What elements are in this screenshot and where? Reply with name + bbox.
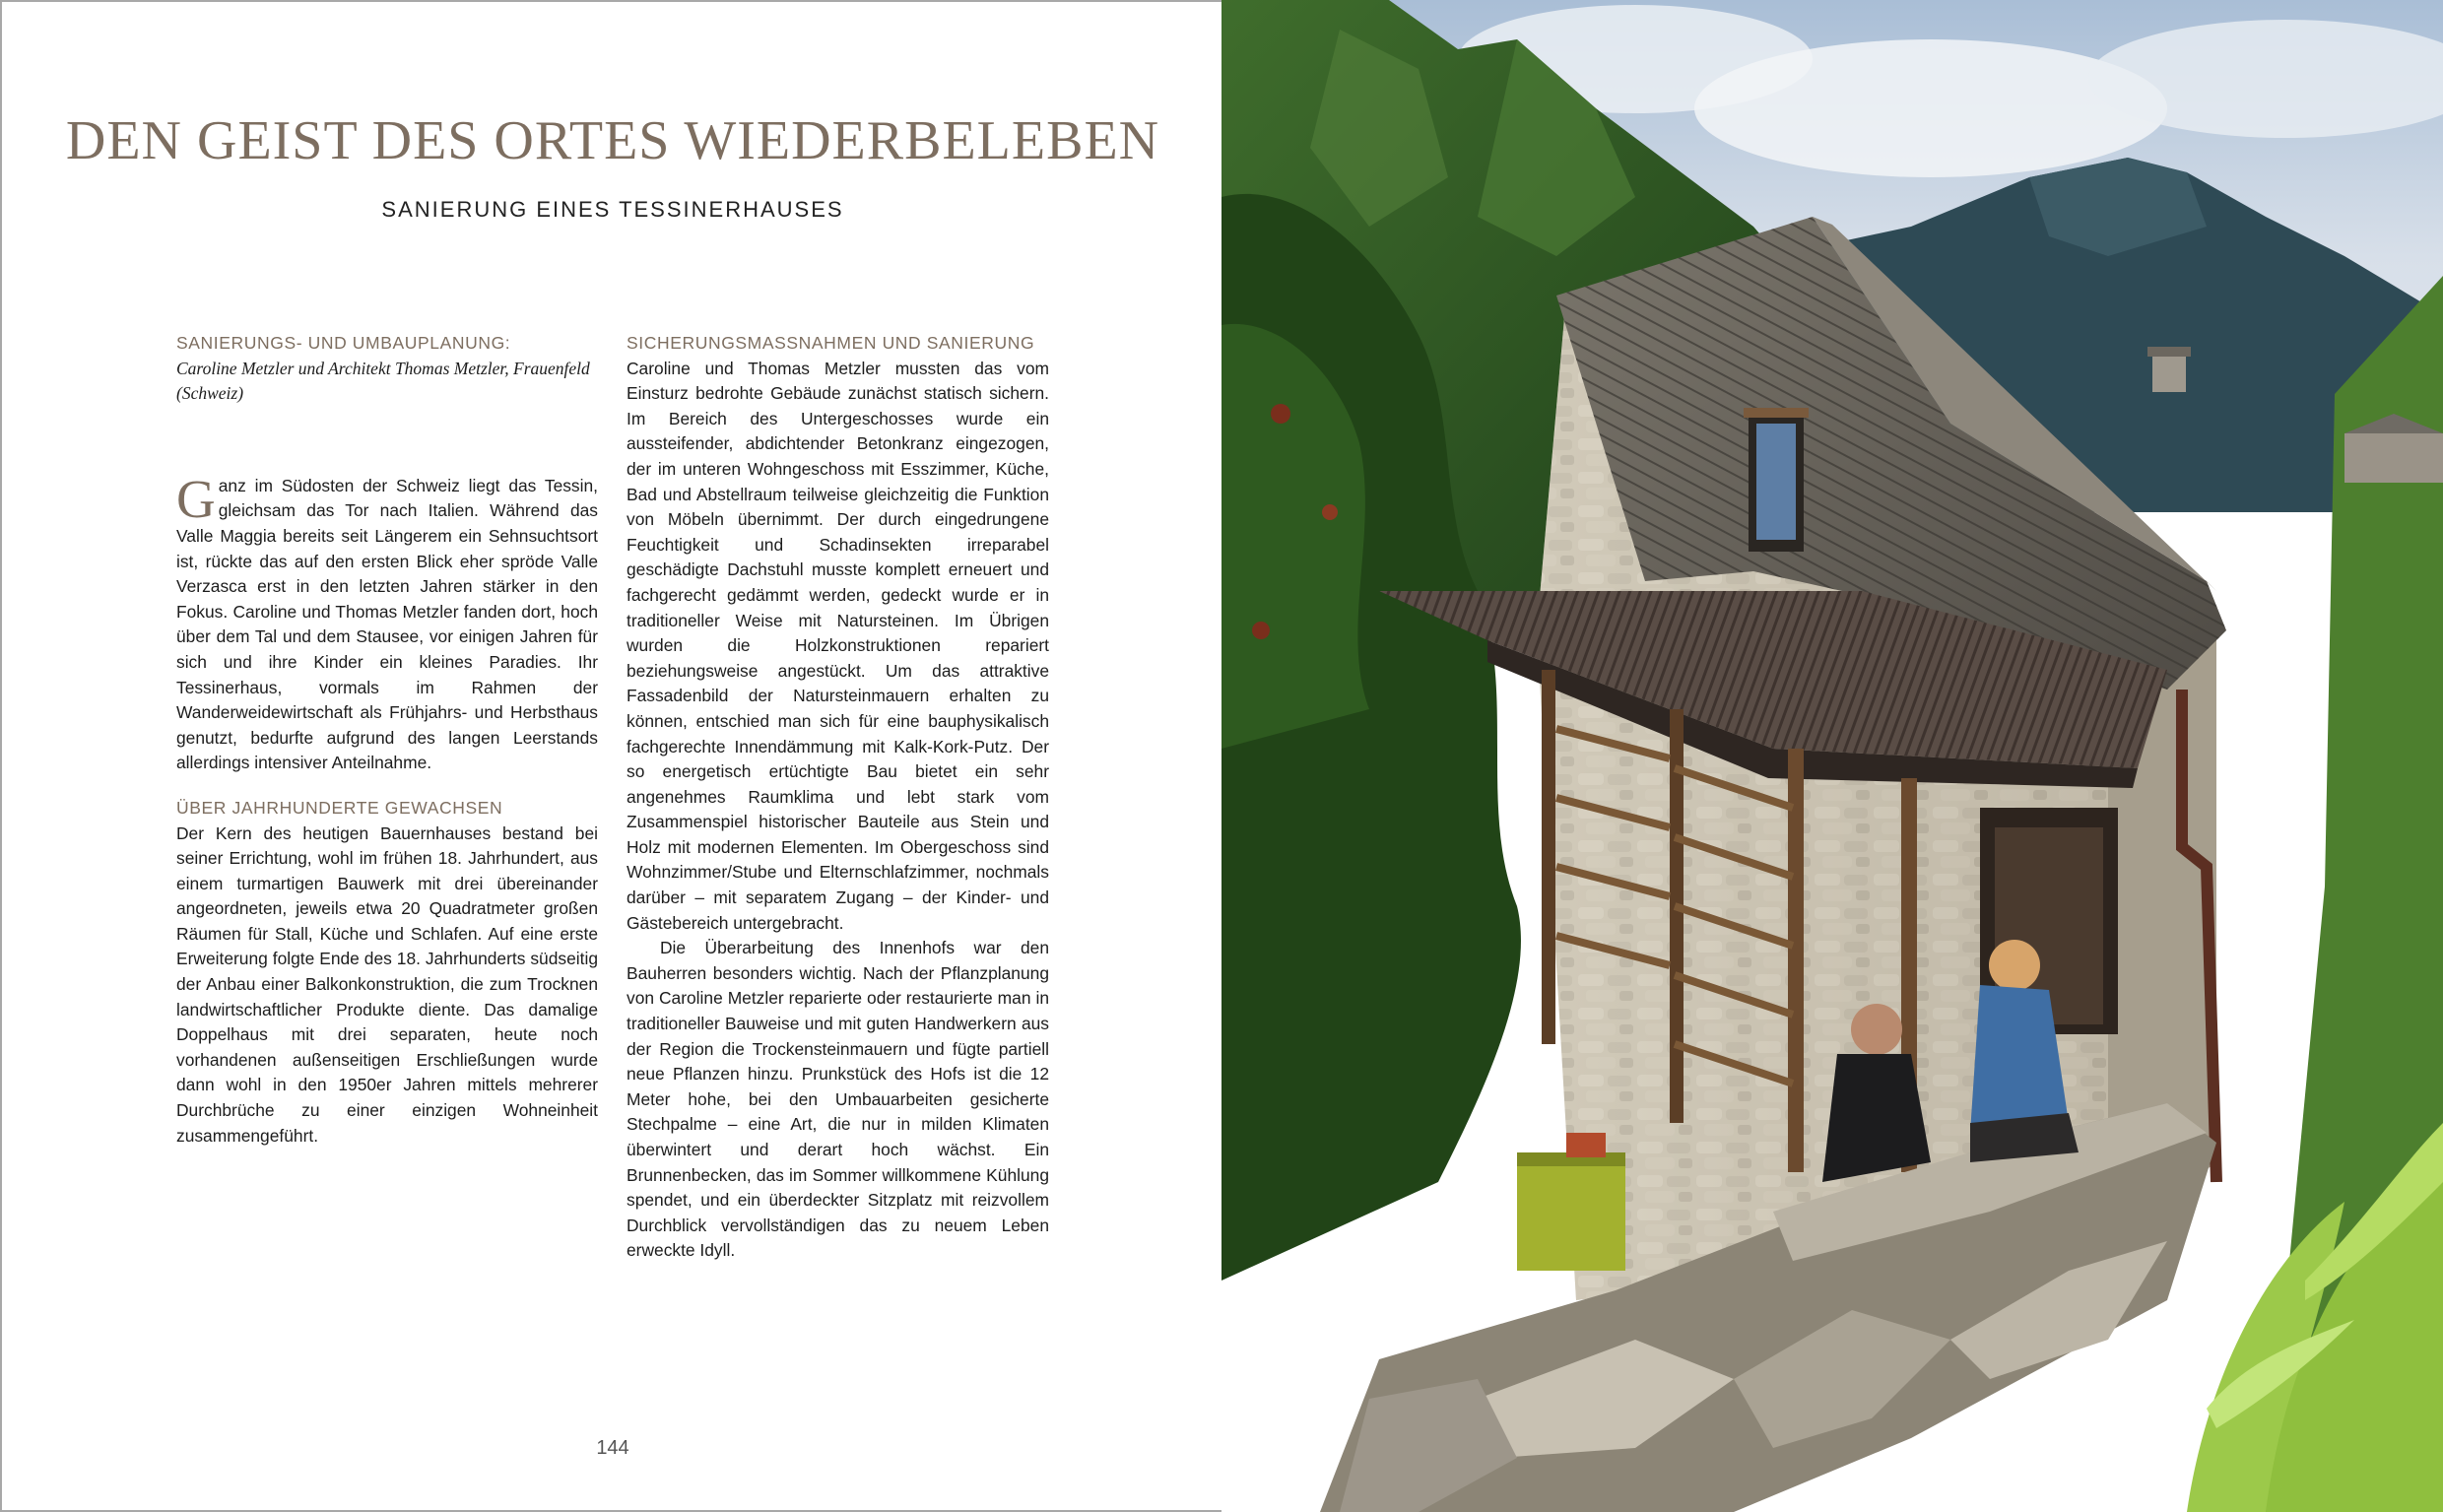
intro-text: anz im Südosten der Schweiz liegt das Tessin, gleichsam das Tor nach Italien. Während das Valle Maggia bereits seit Längerem ein Sehnsuchtsort ist, rückte das auf den ersten Blick eher spröde Valle Verzasca erst in den letzten Jahren stärker in den Fokus. Caroline und Thomas Metzler fanden dort, hoch über dem Tal und dem Stausee, vor einigen Jahren für sich und ihre Kinder ein kleines Paradies. Ihr Tessinerhaus, vormals im Rahmen der Wanderweidewirtschaft als Frühjahrs- und Herbsthaus genutzt, bedurfte aufgrund des langen Leerstands allerdings intensiver Anteilnahme. (176, 475, 598, 773)
section-text-history: Der Kern des heutigen Bauernhauses bestand bei seiner Errichtung, wohl im frühen 18. Jahrhundert, aus einem turmartigen Bauwerk mit drei übereinander angeordneten, jeweils etwa 20 Quadratmeter großen Räumen für Stall, Küche und Schlafen. Auf eine erste Erweiterung folgte Ende des 18. Jahrhunderts südseitig der Anbau einer Balkonkonstruktion, die zum Trocknen landwirtschaftlicher Produkte diente. Das damalige Doppelhaus mit drei separaten, heute noch vorhandenen außenseitigen Erschließungen wurde dann wohl in den 1950er Jahren mittels mehrerer Durchbrüche zu einer einzigen Wohneinheit zusammengeführt. (176, 822, 598, 1146)
page-title: DEN GEIST DES ORTES WIEDERBELEBEN (65, 110, 1160, 171)
text-column-right (627, 331, 1049, 1264)
credits-names: Caroline Metzler und Architekt Thomas Metzler, Frauenfeld (Schweiz) (176, 358, 590, 404)
page-subtitle: SANIERUNG EINES TESSINERHAUSES (381, 197, 844, 222)
text-column-left (176, 331, 598, 1149)
house-photo (1222, 0, 2443, 1512)
credits-heading: SANIERUNGS- UND UMBAUPLANUNG: (176, 333, 511, 353)
section-heading-history: ÜBER JAHRHUNDERTE GEWACHSEN (176, 797, 503, 818)
page-number: 144 (596, 1437, 629, 1459)
intro-paragraph (176, 468, 598, 776)
section-text-renovation-2: Die Überarbeitung des Innenhofs war den Bauherren besonders wichtig. Nach der Pflanzplanung von Caroline Metzler reparierte oder restaurierte man in traditioneller Bauweise und mit guten Handwerkern aus der Region die Trockensteinmauern und fügte partiell neue Pflanzen hinzu. Prunkstück des Hofs ist die 12 Meter hohe, bei den Umbauarbeiten gesicherte Stechpalme – eine Art, die nur in milden Klimaten überwintert und derart hoch wächst. Ein Brunnenbecken, das im Sommer willkommene Kühlung spendet, und ein überdeckter Sitzplatz mit reizvollem Durchblick vervollständigen das zu neuem Leben erweckte Idyll. (627, 938, 1049, 1261)
section-heading-renovation: SICHERUNGSMASSNAHMEN UND SANIERUNG (627, 333, 1035, 353)
green-box (1517, 1162, 1625, 1271)
drop-cap: G (176, 468, 216, 529)
section-text-renovation-1: Caroline und Thomas Metzler mussten das vom Einsturz bedrohte Gebäude zunächst statisch sichern. Im Bereich des Untergeschosses wurde ein aussteifender, abdichtender Betonkranz eingezogen, der im unteren Wohngeschoss mit Esszimmer, Küche, Bad und Abstellraum teilweise gleichzeitig die Funktion von Möbeln übernimmt. Der durch eingedrungene Feuchtigkeit und Schadinsekten irreparabel geschädigte Dachstuhl musste komplett erneuert und fachgerecht gedämmt werden, gedeckt wurde er in traditioneller Weise mit Natursteinen. Im Übrigen wurden die Holzkonstruktionen repariert beziehungsweise angestückt. Um das attraktive Fassadenbild der Natursteinmauern erhalten zu können, entschied man sich für eine bauphysikalisch fachgerechte Innendämmung mit Kalk-Kork-Putz. Der so energetisch ertüchtigte Bau bietet ein sehr angenehmes Raumklima und lebt stark vom Zusammenspiel historischer Bauteile aus Stein und Holz mit modernen Elementen. Im Obergeschoss sind Wohnzimmer/Stube und Elternschlafzimmer, nochmals darüber – mit separatem Zugang – der Kinder- und Gästebereich untergebracht. (627, 358, 1049, 933)
